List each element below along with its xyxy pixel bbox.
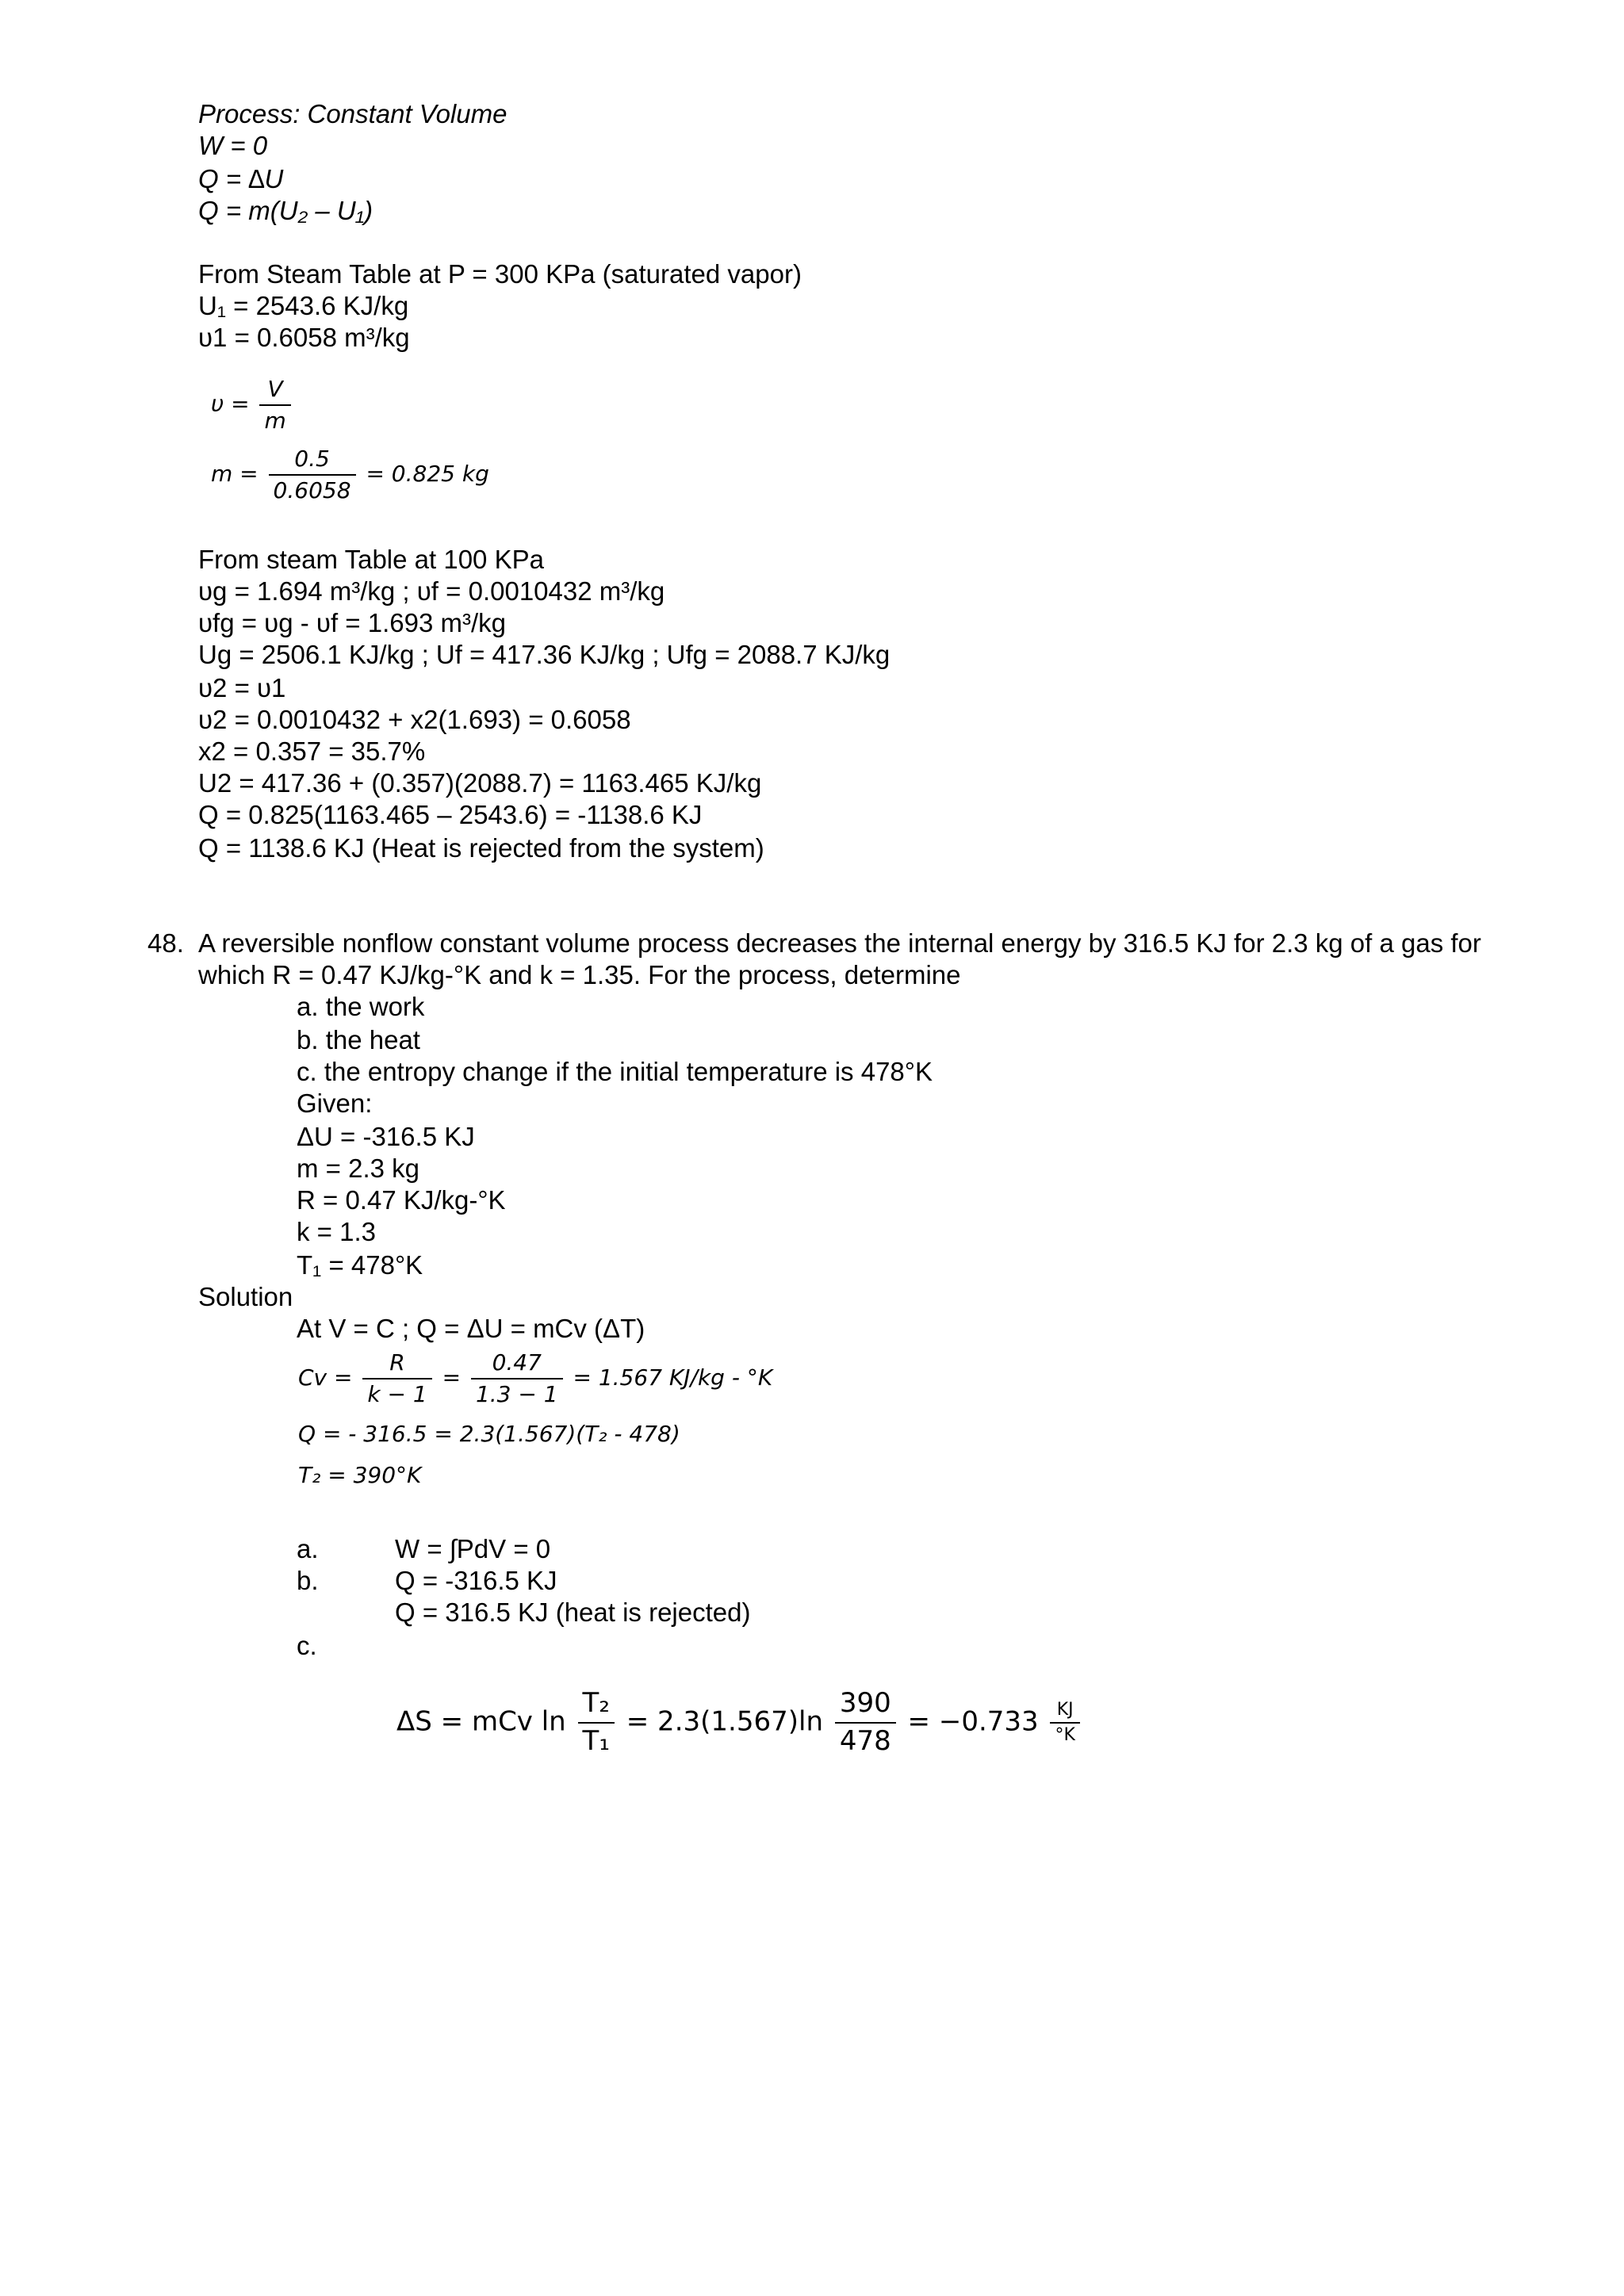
- given-k: k = 1.3: [297, 1217, 376, 1246]
- work-line: W = 0: [198, 131, 268, 160]
- given-t1: T₁ = 478°K: [297, 1250, 423, 1280]
- ds-value: = −0.733: [907, 1705, 1039, 1738]
- specific-volume-equation: [211, 374, 294, 436]
- answer-a: W = ∫PdV = 0: [395, 1534, 551, 1563]
- m-denominator: 0.6058: [269, 474, 356, 506]
- process-line: Process: Constant Volume: [198, 99, 508, 128]
- q-final-line: Q = 1138.6 KJ (Heat is rejected from the system): [198, 833, 764, 863]
- ds-unit-fraction: [1050, 1698, 1079, 1747]
- steam-table-100-title: From steam Table at 100 KPa: [198, 545, 544, 574]
- ds-denominator-2: 478: [835, 1722, 896, 1760]
- ds-numerator-1: T₂: [582, 1687, 610, 1719]
- given-du: ΔU = -316.5 KJ: [297, 1122, 475, 1151]
- given-r: R = 0.47 KJ/kg-°K: [297, 1185, 506, 1215]
- answer-b-label: b.: [297, 1566, 319, 1595]
- v-fraction: [259, 374, 290, 436]
- ds-numerator-2: 390: [839, 1687, 891, 1719]
- v2-calc-line: υ2 = 0.0010432 + x2(1.693) = 0.6058: [198, 705, 631, 734]
- problem-statement-1: A reversible nonflow constant volume process decreases the internal energy by 316.5 KJ for 2.3 kg of a gas for: [198, 928, 1481, 958]
- entropy-equation: [396, 1686, 1083, 1760]
- cv-result: = 1.567 KJ/kg - °K: [573, 1364, 773, 1391]
- problem-number: 48.: [147, 928, 184, 958]
- cv-numerator-1: R: [389, 1349, 405, 1376]
- answer-c-label: c.: [297, 1631, 317, 1660]
- v-denominator: m: [259, 404, 290, 436]
- m-fraction: [269, 444, 356, 506]
- v-lhs: υ =: [211, 390, 250, 417]
- vfg-line: υfg = υg - υf = 1.693 m³/kg: [198, 608, 506, 637]
- u2-line: U2 = 417.36 + (0.357)(2088.7) = 1163.465 KJ/kg: [198, 768, 762, 798]
- ds-unit-denominator: °K: [1050, 1722, 1079, 1747]
- problem-statement-2: which R = 0.47 KJ/kg-°K and k = 1.35. For the process, determine: [198, 960, 961, 989]
- q-equation: Q = - 316.5 = 2.3(1.567)(T₂ - 478): [298, 1421, 680, 1447]
- cv-lhs: Cv =: [298, 1364, 353, 1391]
- part-a: a. the work: [297, 992, 425, 1021]
- m-numerator: 0.5: [294, 446, 330, 472]
- ds-middle: = 2.3(1.567)ln: [626, 1705, 823, 1738]
- cv-equals: =: [442, 1364, 462, 1391]
- ds-lhs: ΔS = mCv ln: [396, 1705, 566, 1738]
- ug-uf-ufg-line: Ug = 2506.1 KJ/kg ; Uf = 417.36 KJ/kg ; Ufg = 2088.7 KJ/kg: [198, 640, 891, 669]
- m-lhs: m =: [211, 460, 259, 487]
- answer-a-label: a.: [297, 1534, 319, 1563]
- solution-label: Solution: [198, 1282, 293, 1311]
- m-result: = 0.825 kg: [366, 460, 489, 487]
- cv-fraction-1: [362, 1348, 431, 1410]
- ds-unit-numerator: KJ: [1056, 1700, 1074, 1720]
- q-calc-line: Q = 0.825(1163.465 – 2543.6) = -1138.6 KJ: [198, 800, 703, 829]
- x2-line: x2 = 0.357 = 35.7%: [198, 737, 426, 766]
- part-b: b. the heat: [297, 1025, 420, 1054]
- cv-numerator-2: 0.47: [492, 1349, 542, 1376]
- mass-equation: [211, 444, 489, 506]
- cv-fraction-2: [471, 1348, 563, 1410]
- v2-v1-line: υ2 = υ1: [198, 673, 286, 702]
- at-vc-line: At V = C ; Q = ΔU = mCv (ΔT): [297, 1314, 645, 1343]
- ds-fraction-2: [835, 1686, 896, 1760]
- given-m: m = 2.3 kg: [297, 1154, 419, 1183]
- cv-denominator-2: 1.3 − 1: [471, 1378, 563, 1410]
- cv-equation: [298, 1348, 772, 1410]
- answer-b-1: Q = -316.5 KJ: [395, 1566, 557, 1595]
- v1-line: υ1 = 0.6058 m³/kg: [198, 323, 410, 352]
- v-numerator: V: [267, 376, 283, 402]
- q-du-line: Q = ∆U: [198, 164, 284, 193]
- part-c: c. the entropy change if the initial temperature is 478°K: [297, 1057, 933, 1086]
- q-m-line: Q = m(U₂ – U₁): [198, 196, 373, 225]
- u1-line: U₁ = 2543.6 KJ/kg: [198, 291, 409, 320]
- steam-table-300-title: From Steam Table at P = 300 KPa (saturated vapor): [198, 259, 802, 289]
- ds-denominator-1: T₁: [578, 1722, 615, 1760]
- vg-vf-line: υg = 1.694 m³/kg ; υf = 0.0010432 m³/kg: [198, 576, 665, 606]
- given-label: Given:: [297, 1089, 373, 1118]
- ds-fraction-1: [578, 1686, 615, 1760]
- answer-b-2: Q = 316.5 KJ (heat is rejected): [395, 1598, 751, 1627]
- t2-equation: T₂ = 390°K: [298, 1462, 422, 1488]
- cv-denominator-1: k − 1: [362, 1378, 431, 1410]
